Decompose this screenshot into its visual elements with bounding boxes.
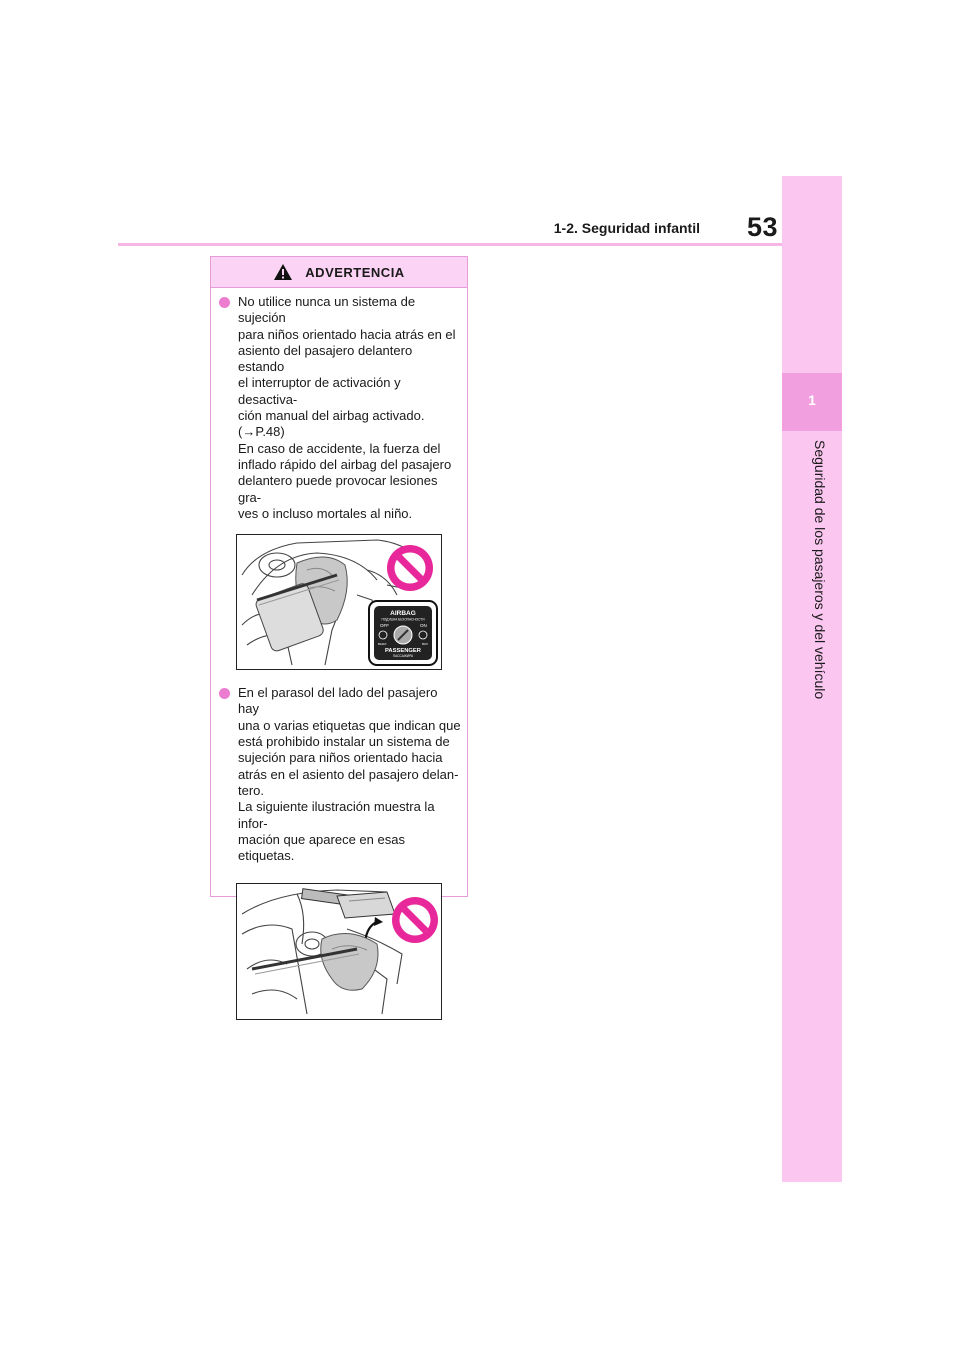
warning-box — [210, 256, 468, 897]
page-number: 53 — [746, 212, 778, 242]
passenger-label: PASSENGER — [385, 648, 421, 655]
bullet-icon — [219, 688, 230, 699]
airbag-switch-illustration — [236, 534, 442, 670]
panel-subtitle: ПОДУШКА БЕЗОПАСНОСТИ — [381, 617, 425, 622]
off-label: OFF — [380, 623, 389, 629]
on-sub-label: ВКЛ — [422, 642, 428, 647]
warning-item — [219, 294, 461, 522]
off-sub-label: ВЫКЛ — [378, 642, 387, 647]
sun-visor-label-illustration — [236, 883, 442, 1020]
warning-header — [211, 257, 467, 288]
prohibition-icon — [392, 897, 438, 943]
chapter-number: 1 — [808, 392, 816, 408]
prohibition-icon — [387, 545, 433, 591]
passenger-sub-label: ПАССАЖИРА — [392, 654, 414, 659]
section-title: 1-2. Seguridad infantil — [553, 220, 700, 236]
on-label: ON — [420, 623, 427, 629]
warning-triangle-icon — [273, 263, 293, 281]
warning-item — [219, 685, 461, 864]
header-divider — [118, 243, 782, 246]
warning-item-text: No utilice nunca un sistema de sujeción para niños orientado hacia atrás en el asiento del pasajero delantero estando el interruptor de activación y desactiva- ción manual del airbag activado. (→P.48) En caso de accidente, la fuerza del inflado rápido del airbag del pasajero delantero puede provocar lesiones gra- ves o incluso mortales al niño. — [238, 294, 456, 521]
panel-title: AIRBAG — [390, 610, 416, 618]
chapter-title: Seguridad de los pasajeros y del vehículo — [812, 440, 828, 700]
bullet-icon — [219, 297, 230, 308]
warning-title: ADVERTENCIA — [305, 264, 405, 280]
warning-item-text: En el parasol del lado del pasajero hay una o varias etiquetas que indican que está prohibido instalar un sistema de sujeción para niños orientado hacia atrás en el asiento del pasajero delan- tero. La siguiente ilustración muestra la infor- mación que aparece en esas etiquetas. — [238, 685, 461, 864]
